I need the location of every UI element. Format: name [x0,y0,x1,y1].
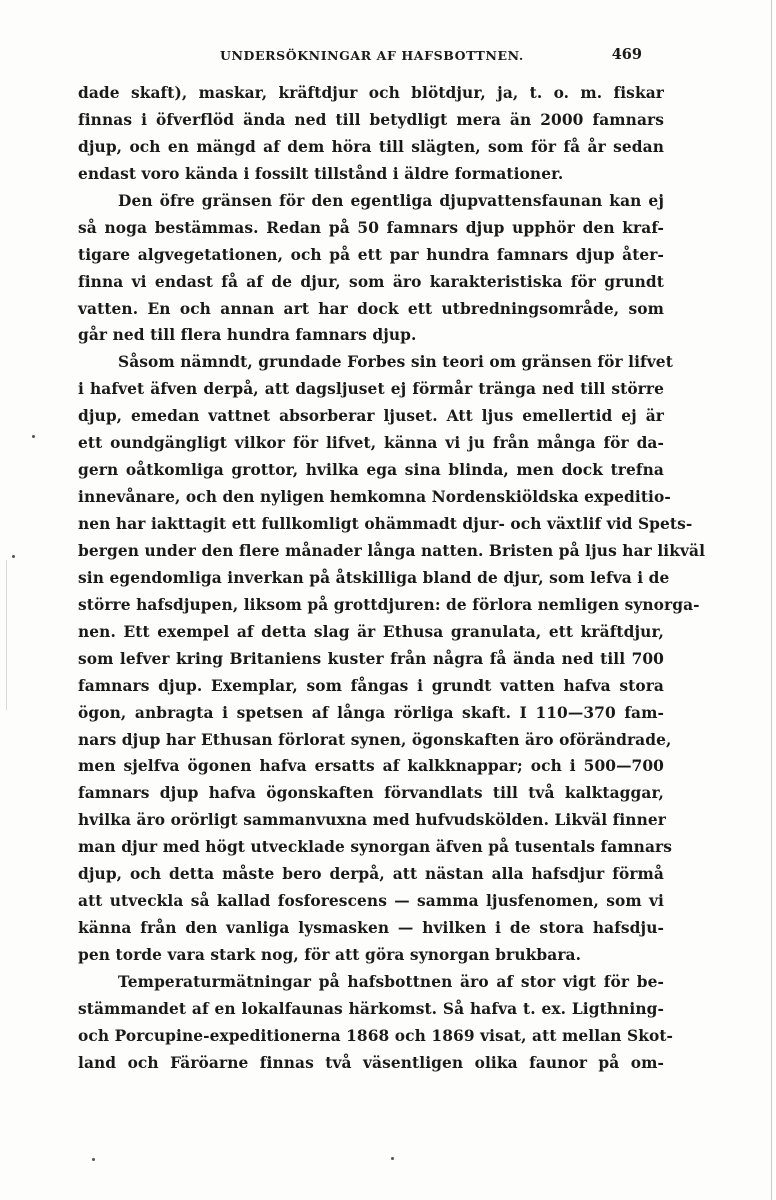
text-line: men sjelfva ögonen hafva ersatts af kalkknappar; och i 500—700 [78,757,664,776]
text-line: Temperaturmätningar på hafsbottnen äro af stor vigt för be- [118,972,664,991]
scan-speck [32,435,35,438]
text-line: känna från den vanliga lysmasken — hvilken i de stora hafsdju- [78,919,664,938]
text-line: nen har iakttagit ett fullkomligt ohämmadt djur- och växtlif vid Spets- [78,515,693,533]
text-line: större hafsdjupen, liksom på grottdjuren: de förlora nemligen synorga- [78,595,700,614]
text-line: i hafvet äfven derpå, att dagsljuset ej förmår tränga ned till större [78,380,664,399]
text-line: hvilka äro orörligt sammanvuxna med hufvudskölden. Likväl finner [78,811,666,830]
text-body [78,80,706,1077]
text-line: endast voro kända i fossilt tillstånd i äldre formationer. [78,164,564,183]
text-line: att utveckla så kallad fosforescens — samma ljusfenomen, som vi [78,892,664,911]
text-line: stämmandet af en lokalfaunas härkomst. Så hafva t. ex. Ligthning- [78,999,664,1018]
text-line: nen. Ett exempel af detta slag är Ethusa granulata, ett kräftdjur, [78,622,664,641]
text-line: djup, och en mängd af dem höra till slägten, som för få år sedan [78,137,664,156]
text-line: Såsom nämndt, grundade Forbes sin teori om gränsen för lifvet [118,353,673,372]
page-header [78,44,664,66]
scan-speck [92,1158,95,1161]
text-line: dade skaft), maskar, kräftdjur och blötdjur, ja, t. o. m. fiskar [78,84,664,102]
scan-speck [12,555,15,558]
text-line: Den öfre gränsen för den egentliga djupvattensfaunan kan ej [118,191,664,210]
text-line: land och Färöarne finnas två väsentligen olika faunor på om- [78,1053,664,1072]
text-line: famnars djup hafva ögonskaften förvandlats till två kalktaggar, [78,784,664,803]
page-edge-shadow [771,0,772,1200]
text-line: nars djup har Ethusan förlorat synen, ögonskaften äro oförändrade, [78,730,672,749]
text-line: bergen under den flere månader långa natten. Bristen på ljus har likväl [78,541,706,560]
text-line: djup, och detta måste bero derpå, att nästan alla hafsdjur förmå [78,865,664,884]
text-line: sin egendomliga inverkan på åtskilliga bland de djur, som lefva i de [78,568,670,587]
text-line: famnars djup. Exemplar, som fångas i grundt vatten hafva stora [78,676,664,695]
text-line: går ned till flera hundra famnars djup. [78,326,417,345]
text-line: finnas i öfverflöd ända ned till betydligt mera än 2000 famnars [78,110,664,129]
page-number: 469 [611,46,642,63]
scan-margin-mark [6,560,7,710]
text-line: ett oundgängligt vilkor för lifvet, känna vi ju från många för da- [78,434,664,453]
text-line: man djur med högt utvecklade synorgan äfven på tusentals famnars [78,838,673,857]
scan-speck [391,1157,394,1160]
text-line: som lefver kring Britaniens kuster från några få ända ned till 700 [78,649,664,668]
text-line: så noga bestämmas. Redan på 50 famnars djup upphör den kraf- [78,218,664,237]
text-line: ögon, anbragta i spetsen af långa rörliga skaft. I 110—370 fam- [78,703,664,722]
text-line: finna vi endast få af de djur, som äro karakteristiska för grundt [78,272,664,291]
text-line: och Porcupine-expeditionerna 1868 och 1869 visat, att mellan Skot- [78,1026,674,1045]
text-line: innevånare, och den nyligen hemkomna Nordenskiöldska expeditio- [78,488,671,507]
text-line: pen torde vara stark nog, för att göra synorgan brukbara. [78,946,582,964]
text-line: gern oåtkomliga grottor, hvilka ega sina blinda, men dock trefna [78,461,664,480]
text-line: djup, emedan vattnet absorberar ljuset. Att ljus emellertid ej är [78,407,664,426]
running-title: UNDERSÖKNINGAR AF HAFSBOTTNEN. [220,48,524,63]
text-line: tigare algvegetationen, och på ett par hundra famnars djup åter- [78,245,664,264]
text-line: vatten. En och annan art har dock ett utbredningsområde, som [78,299,664,318]
